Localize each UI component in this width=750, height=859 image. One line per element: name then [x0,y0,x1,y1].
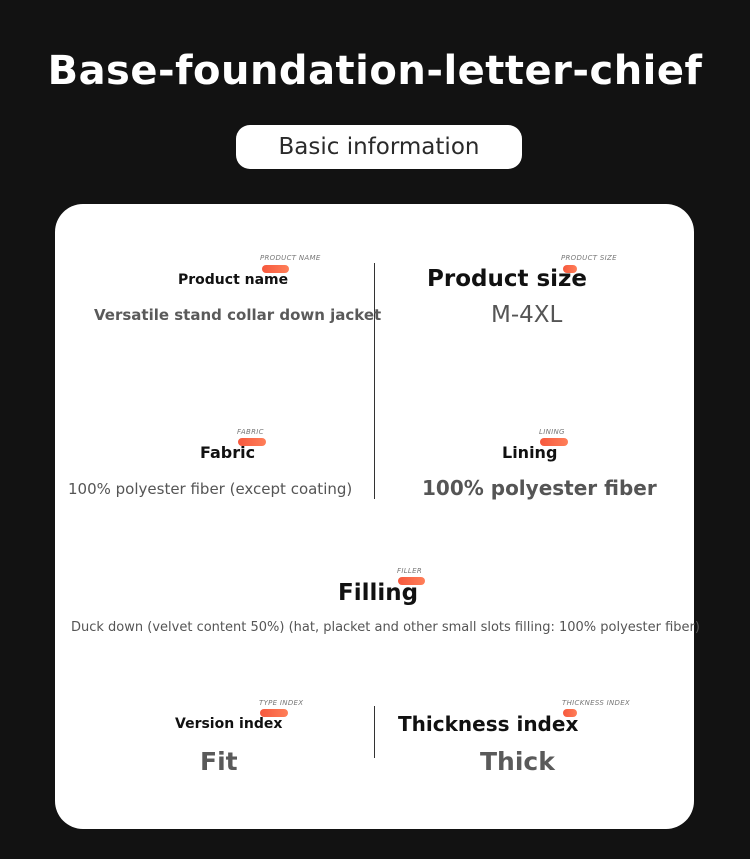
divider-bottom [374,706,375,758]
thickness-index-tag: THICKNESS INDEX [562,699,631,707]
fabric-value: 100% polyester fiber (except coating) [68,480,353,498]
product-size-label: Product size [427,266,588,292]
lining-value: 100% polyester fiber [422,476,657,500]
divider-top [374,263,375,499]
product-size-value: M-4XL [491,302,563,328]
version-index-label: Version index [175,716,283,732]
filling-label: Filling [338,580,419,606]
lining-label: Lining [502,443,558,462]
section-badge [236,125,522,169]
product-size-tag: PRODUCT SIZE [561,254,617,262]
section-badge-label: Basic information [278,134,480,160]
page-title: Base-foundation-letter-chief [47,48,703,94]
version-index-tag: TYPE INDEX [259,699,304,707]
thickness-index-value: Thick [480,747,555,776]
thickness-index-label: Thickness index [398,712,579,736]
product-name-tag: PRODUCT NAME [260,254,321,262]
version-index-value: Fit [200,747,238,776]
info-card [55,204,700,829]
fabric-label: Fabric [200,443,256,462]
fabric-tag: FABRIC [237,428,264,436]
lining-tag: LINING [539,428,565,436]
filling-tag: FILLER [397,567,422,575]
filling-value: Duck down (velvet content 50%) (hat, placket and other small slots filling: 100% polyester fiber) [71,620,700,635]
product-name-value: Versatile stand collar down jacket [94,306,382,324]
product-name-label: Product name [178,272,289,288]
